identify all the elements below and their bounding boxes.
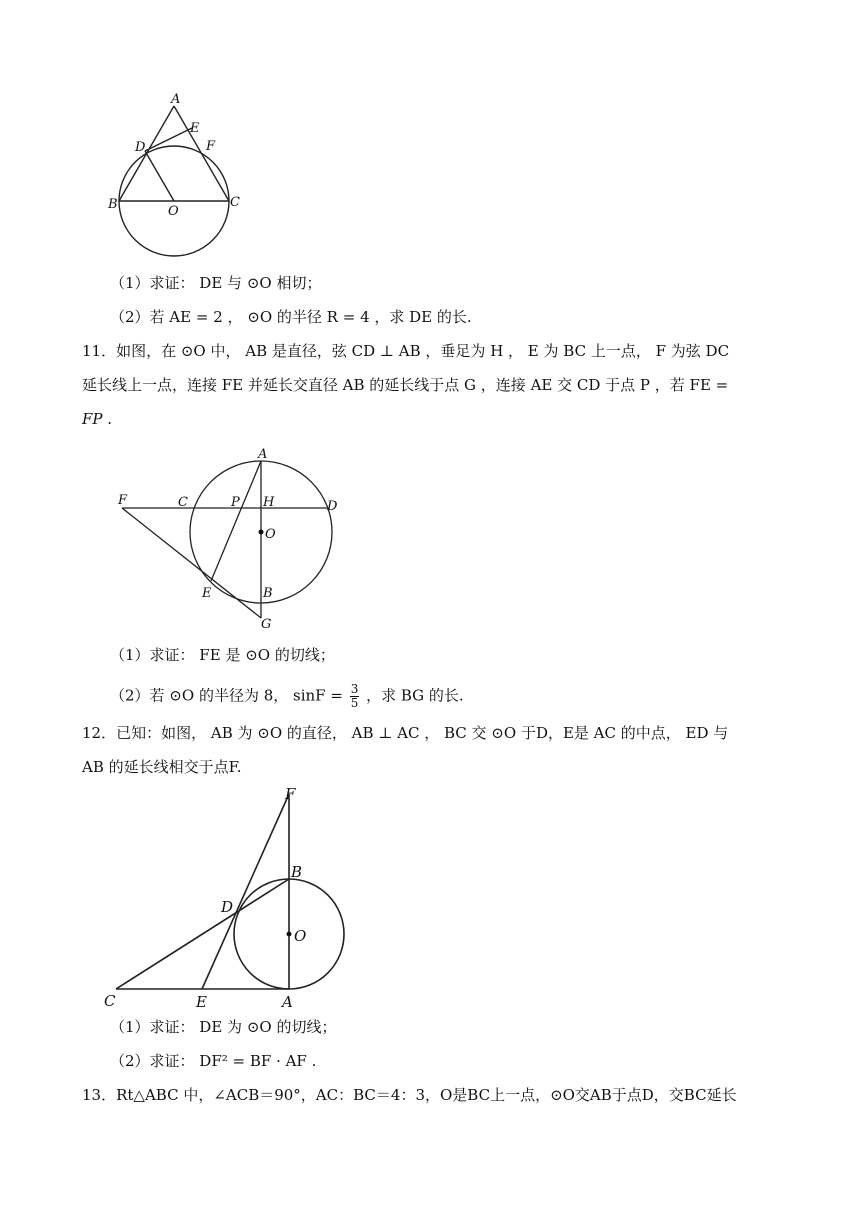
q12-stem-line2: AB 的延长线相交于点F. bbox=[82, 758, 242, 776]
label-e: E bbox=[190, 121, 200, 136]
label-b: B bbox=[291, 863, 303, 881]
q11-stem-line1: 11．如图，在 ⊙O 中， AB 是直径，弦 CD ⊥ AB ，垂足为 H ， E 为 BC 上一点， F 为弦 DC bbox=[82, 342, 730, 360]
label-c: C bbox=[230, 195, 240, 210]
fraction-three-fifths bbox=[350, 683, 360, 710]
label-o: O bbox=[265, 527, 276, 542]
label-o: O bbox=[168, 204, 179, 219]
fraction-denominator: 5 bbox=[350, 696, 359, 710]
label-f: F bbox=[118, 493, 128, 508]
label-d: D bbox=[135, 140, 146, 155]
label-p: P bbox=[231, 495, 240, 510]
label-a: A bbox=[171, 92, 181, 107]
label-f: F bbox=[285, 785, 296, 803]
label-a: A bbox=[258, 447, 268, 462]
q12-stem-line1: 12．已知：如图， AB 为 ⊙O 的直径， AB ⊥ AC ， BC 交 ⊙O 于D，E是 AC 的中点， ED 与 bbox=[82, 724, 729, 742]
label-h: H bbox=[263, 495, 275, 510]
figure-q12 bbox=[100, 784, 360, 1012]
label-c: C bbox=[104, 992, 116, 1010]
q12-part1: （1）求证： DE 为 ⊙O 的切线； bbox=[110, 1018, 337, 1036]
q12-part2: （2）求证： DF² = BF · AF . bbox=[110, 1052, 317, 1070]
label-b: B bbox=[263, 586, 273, 601]
label-d: D bbox=[221, 898, 234, 916]
fraction-numerator: 3 bbox=[350, 682, 359, 696]
label-f: F bbox=[206, 139, 216, 154]
label-o: O bbox=[294, 927, 307, 945]
figure-q10 bbox=[100, 88, 260, 258]
q10-part2: （2）若 AE = 2 ， ⊙O 的半径 R = 4 ，求 DE 的长. bbox=[110, 308, 472, 326]
q11-stem-line2: 延长线上一点，连接 FE 并延长交直径 AB 的延长线于点 G ，连接 AE 交 CD 于点 P ，若 FE = bbox=[82, 376, 729, 394]
q11-part2-post: ，求 BG 的长. bbox=[361, 686, 464, 705]
label-e: E bbox=[202, 586, 212, 601]
q11-part1: （1）求证： FE 是 ⊙O 的切线； bbox=[110, 646, 335, 664]
figure-q11 bbox=[110, 446, 350, 636]
label-c: C bbox=[178, 495, 188, 510]
label-e: E bbox=[196, 993, 207, 1011]
q11-stem-line3: FP . bbox=[82, 410, 113, 428]
label-b: B bbox=[108, 197, 118, 212]
q10-part1: （1）求证： DE 与 ⊙O 相切； bbox=[110, 274, 322, 292]
label-g: G bbox=[261, 617, 272, 632]
q11-part2 bbox=[110, 683, 464, 710]
q13-stem-line1: 13．Rt△ABC 中，∠ACB＝90°，AC：BC＝4：3，O是BC上一点，⊙O交AB于点D，交BC延长 bbox=[82, 1086, 737, 1104]
label-a: A bbox=[282, 993, 293, 1011]
q11-part2-pre: （2）若 ⊙O 的半径为 8， sinF = bbox=[110, 686, 348, 705]
label-d: D bbox=[327, 499, 338, 514]
